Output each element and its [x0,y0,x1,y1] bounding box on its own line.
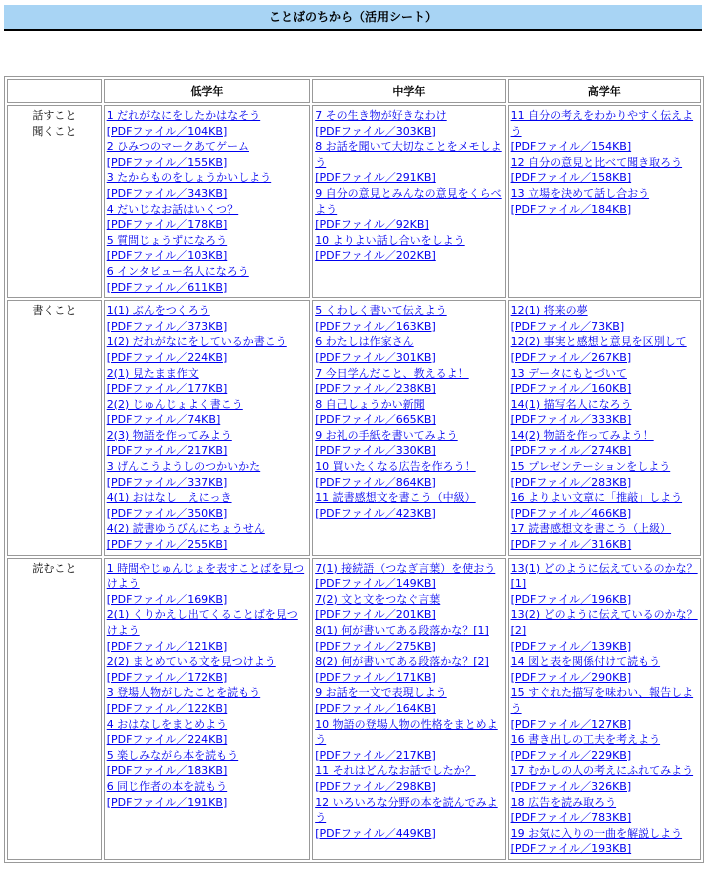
pdf-download-link[interactable]: [PDFファイル／326KB] [510,779,632,793]
cell-middle-grade [312,300,505,556]
worksheet-title-link[interactable]: 3 たからものをしょうかいしよう [106,171,272,185]
header-cell-middle-grade: 中学年 [312,79,505,103]
worksheet-title-link[interactable]: 1(1) ぶんをつくろう [106,304,210,318]
pdf-download-link[interactable]: [PDFファイル／171KB] [315,670,436,684]
worksheet-title-link[interactable]: 5 くわしく書いて伝えよう [315,304,447,318]
worksheet-title-link[interactable]: 16 よりよい文章に「推敲」しよう [510,491,683,505]
category-cell [7,300,102,556]
worksheet-title-link[interactable]: 12 自分の意見と比べて聞き取ろう [510,155,683,169]
worksheet-title-link[interactable]: 2(1) 見たまま作文 [106,366,199,380]
pdf-download-link[interactable]: [PDFファイル／160KB] [510,382,632,396]
pdf-download-link[interactable]: [PDFファイル／92KB] [315,218,429,232]
category-label: 書くこと [32,304,77,318]
pdf-download-link[interactable]: [PDFファイル／283KB] [510,475,632,489]
pdf-download-link[interactable]: [PDFファイル／164KB] [315,701,436,715]
pdf-download-link[interactable]: [PDFファイル／373KB] [106,319,228,333]
worksheet-title-link[interactable]: 12(1) 将来の夢 [510,304,588,318]
pdf-download-link[interactable]: [PDFファイル／149KB] [315,577,436,591]
worksheet-title-link[interactable]: 8 お話を聞いて大切なことをメモしよう [315,140,502,169]
worksheet-title-link[interactable]: 4 おはなしをまとめよう [106,717,228,731]
pdf-download-link[interactable]: [PDFファイル／267KB] [510,350,632,364]
worksheet-title-link[interactable]: 2(3) 物語を作ってみよう [106,428,232,442]
table-row [7,300,701,556]
worksheet-title-link[interactable]: 7(2) 文と文をつなぐ言葉 [315,592,441,606]
pdf-download-link[interactable]: [PDFファイル／121KB] [106,639,228,653]
pdf-download-link[interactable]: [PDFファイル／224KB] [106,350,228,364]
worksheet-title-link[interactable]: 9 お話を一文で表現しよう [315,686,447,700]
pdf-download-link[interactable]: [PDFファイル／201KB] [315,608,436,622]
pdf-download-link[interactable]: [PDFファイル／783KB] [510,811,632,825]
worksheet-title-link[interactable]: 2(2) まとめている文を見つけよう [106,655,276,669]
worksheet-title-link[interactable]: 9 自分の意見とみんなの意見をくらべよう [315,186,502,216]
worksheet-title-link[interactable]: 15 プレゼンテーションをしよう [510,460,671,474]
pdf-download-link[interactable]: [PDFファイル／122KB] [106,701,228,715]
worksheet-title-link[interactable]: 14(2) 物語を作ってみよう！ [510,428,654,442]
page-title: ことばのちから（活用シート） [4,5,702,29]
pdf-download-link[interactable]: [PDFファイル／298KB] [315,779,436,793]
header-cell-empty [7,79,102,103]
pdf-download-link[interactable]: [PDFファイル／158KB] [510,171,632,185]
pdf-download-link[interactable]: [PDFファイル／191KB] [106,795,228,809]
pdf-download-link[interactable]: [PDFファイル／73KB] [510,319,625,333]
pdf-download-link[interactable]: [PDFファイル／103KB] [106,249,228,263]
worksheet-title-link[interactable]: 8 自己しょうかい新聞 [315,397,425,411]
worksheet-title-link[interactable]: 8(2) 何が書いてある段落かな？[2] [315,655,489,669]
pdf-download-link[interactable]: [PDFファイル／155KB] [106,155,228,169]
pdf-download-link[interactable]: [PDFファイル／229KB] [510,748,632,762]
table-header-row [7,79,701,103]
category-label: 話すこと [32,109,77,122]
pdf-download-link[interactable]: [PDFファイル／316KB] [510,538,632,552]
worksheet-title-link[interactable]: 5 質問じょうずになろう [106,233,228,247]
pdf-download-link[interactable]: [PDFファイル／224KB] [106,733,228,747]
worksheet-title-link[interactable]: 13 データにもとづいて [510,366,627,380]
worksheet-title-link[interactable]: 9 お礼の手紙を書いてみよう [315,428,458,442]
table-row [7,558,701,860]
pdf-download-link[interactable]: [PDFファイル／466KB] [510,506,632,520]
category-cell [7,558,102,860]
worksheet-title-link[interactable]: 13(2) どのように伝えているのかな？[2] [510,608,698,637]
worksheet-table [4,76,704,863]
worksheet-title-link[interactable]: 15 すぐれた描写を味わい、報告しよう [510,686,694,715]
pdf-download-link[interactable]: [PDFファイル／74KB] [106,413,221,427]
pdf-download-link[interactable]: [PDFファイル／139KB] [510,639,632,653]
cell-middle-grade [312,105,505,298]
pdf-download-link[interactable]: [PDFファイル／343KB] [106,186,228,200]
worksheet-title-link[interactable]: 1(2) だれがなにをしているか書こう [106,335,287,349]
worksheet-title-link[interactable]: 7 その生き物が好きなわけ [315,109,447,122]
worksheet-title-link[interactable]: 4 だいじなお話はいくつ？ [106,202,239,216]
worksheet-title-link[interactable]: 12(2) 事実と感想と意見を区別して [510,335,687,349]
pdf-download-link[interactable]: [PDFファイル／337KB] [106,475,228,489]
worksheet-title-link[interactable]: 16 書き出しの工夫を考えよう [510,733,661,747]
pdf-download-link[interactable]: [PDFファイル／350KB] [106,506,228,520]
category-label: 読むこと [32,561,77,575]
pdf-download-link[interactable]: [PDFファイル／127KB] [510,717,632,731]
worksheet-title-link[interactable]: 6 インタビュー名人になろう [106,264,249,278]
pdf-download-link[interactable]: [PDFファイル／255KB] [106,538,228,552]
worksheet-title-link[interactable]: 4(2) 読書ゆうびんにちょうせん [106,522,265,536]
worksheet-title-link[interactable]: 18 広告を読み取ろう [510,795,617,809]
worksheet-title-link[interactable]: 12 いろいろな分野の本を読んでみよう [315,795,498,825]
worksheet-title-link[interactable]: 1 時間やじゅんじょを表すことばを見つけよう [106,561,305,591]
worksheet-title-link[interactable]: 13 立場を決めて話し合おう [510,186,650,200]
worksheet-title-link[interactable]: 11 読書感想文を書こう（中級） [315,491,476,505]
worksheet-title-link[interactable]: 11 それはどんなお話でしたか？ [315,764,476,778]
cell-middle-grade [312,558,505,860]
pdf-download-link[interactable]: [PDFファイル／301KB] [315,350,436,364]
worksheet-title-link[interactable]: 19 お気に入りの一曲を解説しよう [510,826,683,840]
worksheet-title-link[interactable]: 7 今日学んだこと、教えるよ！ [315,366,469,380]
pdf-download-link[interactable]: [PDFファイル／864KB] [315,475,436,489]
worksheet-title-link[interactable]: 7(1) 接続語（つなぎ言葉）を使おう [315,561,496,575]
pdf-download-link[interactable]: [PDFファイル／184KB] [510,202,632,216]
header-cell-lower-grade: 低学年 [104,79,311,103]
worksheet-title-link[interactable]: 13(1) どのように伝えているのかな？[1] [510,561,698,591]
pdf-download-link[interactable]: [PDFファイル／303KB] [315,124,436,138]
worksheet-title-link[interactable]: 10 買いたくなる広告を作ろう！ [315,460,476,474]
pdf-download-link[interactable]: [PDFファイル／193KB] [510,842,632,856]
worksheet-title-link[interactable]: 3 げんこうようしのつかいかた [106,460,261,474]
worksheet-title-link[interactable]: 3 登場人物がしたことを読もう [106,686,261,700]
worksheet-title-link[interactable]: 10 物語の登場人物の性格をまとめよう [315,717,498,747]
cell-upper-grade [508,300,701,556]
worksheet-title-link[interactable]: 5 楽しみながら本を読もう [106,748,239,762]
worksheet-title-link[interactable]: 10 よりよい話し合いをしよう [315,233,465,247]
pdf-download-link[interactable]: [PDFファイル／290KB] [510,670,632,684]
worksheet-title-link[interactable]: 14 図と表を関係付けて読もう [510,655,661,669]
pdf-download-link[interactable]: [PDFファイル／217KB] [106,444,228,458]
pdf-download-link[interactable]: [PDFファイル／275KB] [315,639,436,653]
worksheet-title-link[interactable]: 8(1) 何が書いてある段落かな？[1] [315,624,489,637]
pdf-download-link[interactable]: [PDFファイル／333KB] [510,413,632,427]
pdf-download-link[interactable]: [PDFファイル／104KB] [106,124,228,138]
pdf-download-link[interactable]: [PDFファイル／178KB] [106,218,228,232]
worksheet-title-link[interactable]: 6 同じ作者の本を読もう [106,779,228,793]
cell-upper-grade [508,558,701,860]
pdf-download-link[interactable]: [PDFファイル／274KB] [510,444,632,458]
worksheet-title-link[interactable]: 1 だれがなにをしたかはなそう [106,109,261,122]
category-label: 聞くこと [32,125,77,138]
pdf-download-link[interactable]: [PDFファイル／202KB] [315,249,436,263]
header-cell-upper-grade: 高学年 [508,79,701,103]
worksheet-title-link[interactable]: 6 わたしは作家さん [315,335,414,349]
pdf-download-link[interactable]: [PDFファイル／449KB] [315,826,436,840]
pdf-download-link[interactable]: [PDFファイル／172KB] [106,670,228,684]
table-row [7,105,701,298]
worksheet-title-link[interactable]: 2(2) じゅんじょよく書こう [106,397,243,411]
pdf-download-link[interactable]: [PDFファイル／196KB] [510,592,632,606]
pdf-download-link[interactable]: [PDFファイル／169KB] [106,592,228,606]
cell-lower-grade [104,558,311,860]
pdf-download-link[interactable]: [PDFファイル／154KB] [510,140,632,154]
cell-lower-grade [104,105,311,298]
worksheet-title-link[interactable]: 11 自分の考えをわかりやすく伝えよう [510,109,694,138]
worksheet-title-link[interactable]: 14(1) 描写名人になろう [510,397,632,411]
pdf-download-link[interactable]: [PDFファイル／423KB] [315,506,436,520]
worksheet-title-link[interactable]: 4(1) おはなし えにっき [106,491,232,505]
worksheet-title-link[interactable]: 17 読書感想文を書こう（上級） [510,522,672,536]
pdf-download-link[interactable]: [PDFファイル／183KB] [106,764,228,778]
worksheet-title-link[interactable]: 2 ひみつのマークあてゲーム [106,140,249,154]
pdf-download-link[interactable]: [PDFファイル／238KB] [315,382,436,396]
cell-lower-grade [104,300,311,556]
pdf-download-link[interactable]: [PDFファイル／330KB] [315,444,436,458]
pdf-download-link[interactable]: [PDFファイル／177KB] [106,382,228,396]
pdf-download-link[interactable]: [PDFファイル／217KB] [315,748,436,762]
cell-upper-grade [508,105,701,298]
worksheet-title-link[interactable]: 2(1) くりかえし出てくることばを見つけよう [106,608,298,637]
worksheet-title-link[interactable]: 17 むかしの人の考えにふれてみよう [510,764,694,778]
category-cell [7,105,102,298]
pdf-download-link[interactable]: [PDFファイル／291KB] [315,171,436,185]
title-divider [4,29,702,31]
pdf-download-link[interactable]: [PDFファイル／665KB] [315,413,436,427]
pdf-download-link[interactable]: [PDFファイル／611KB] [106,280,228,294]
pdf-download-link[interactable]: [PDFファイル／163KB] [315,319,436,333]
